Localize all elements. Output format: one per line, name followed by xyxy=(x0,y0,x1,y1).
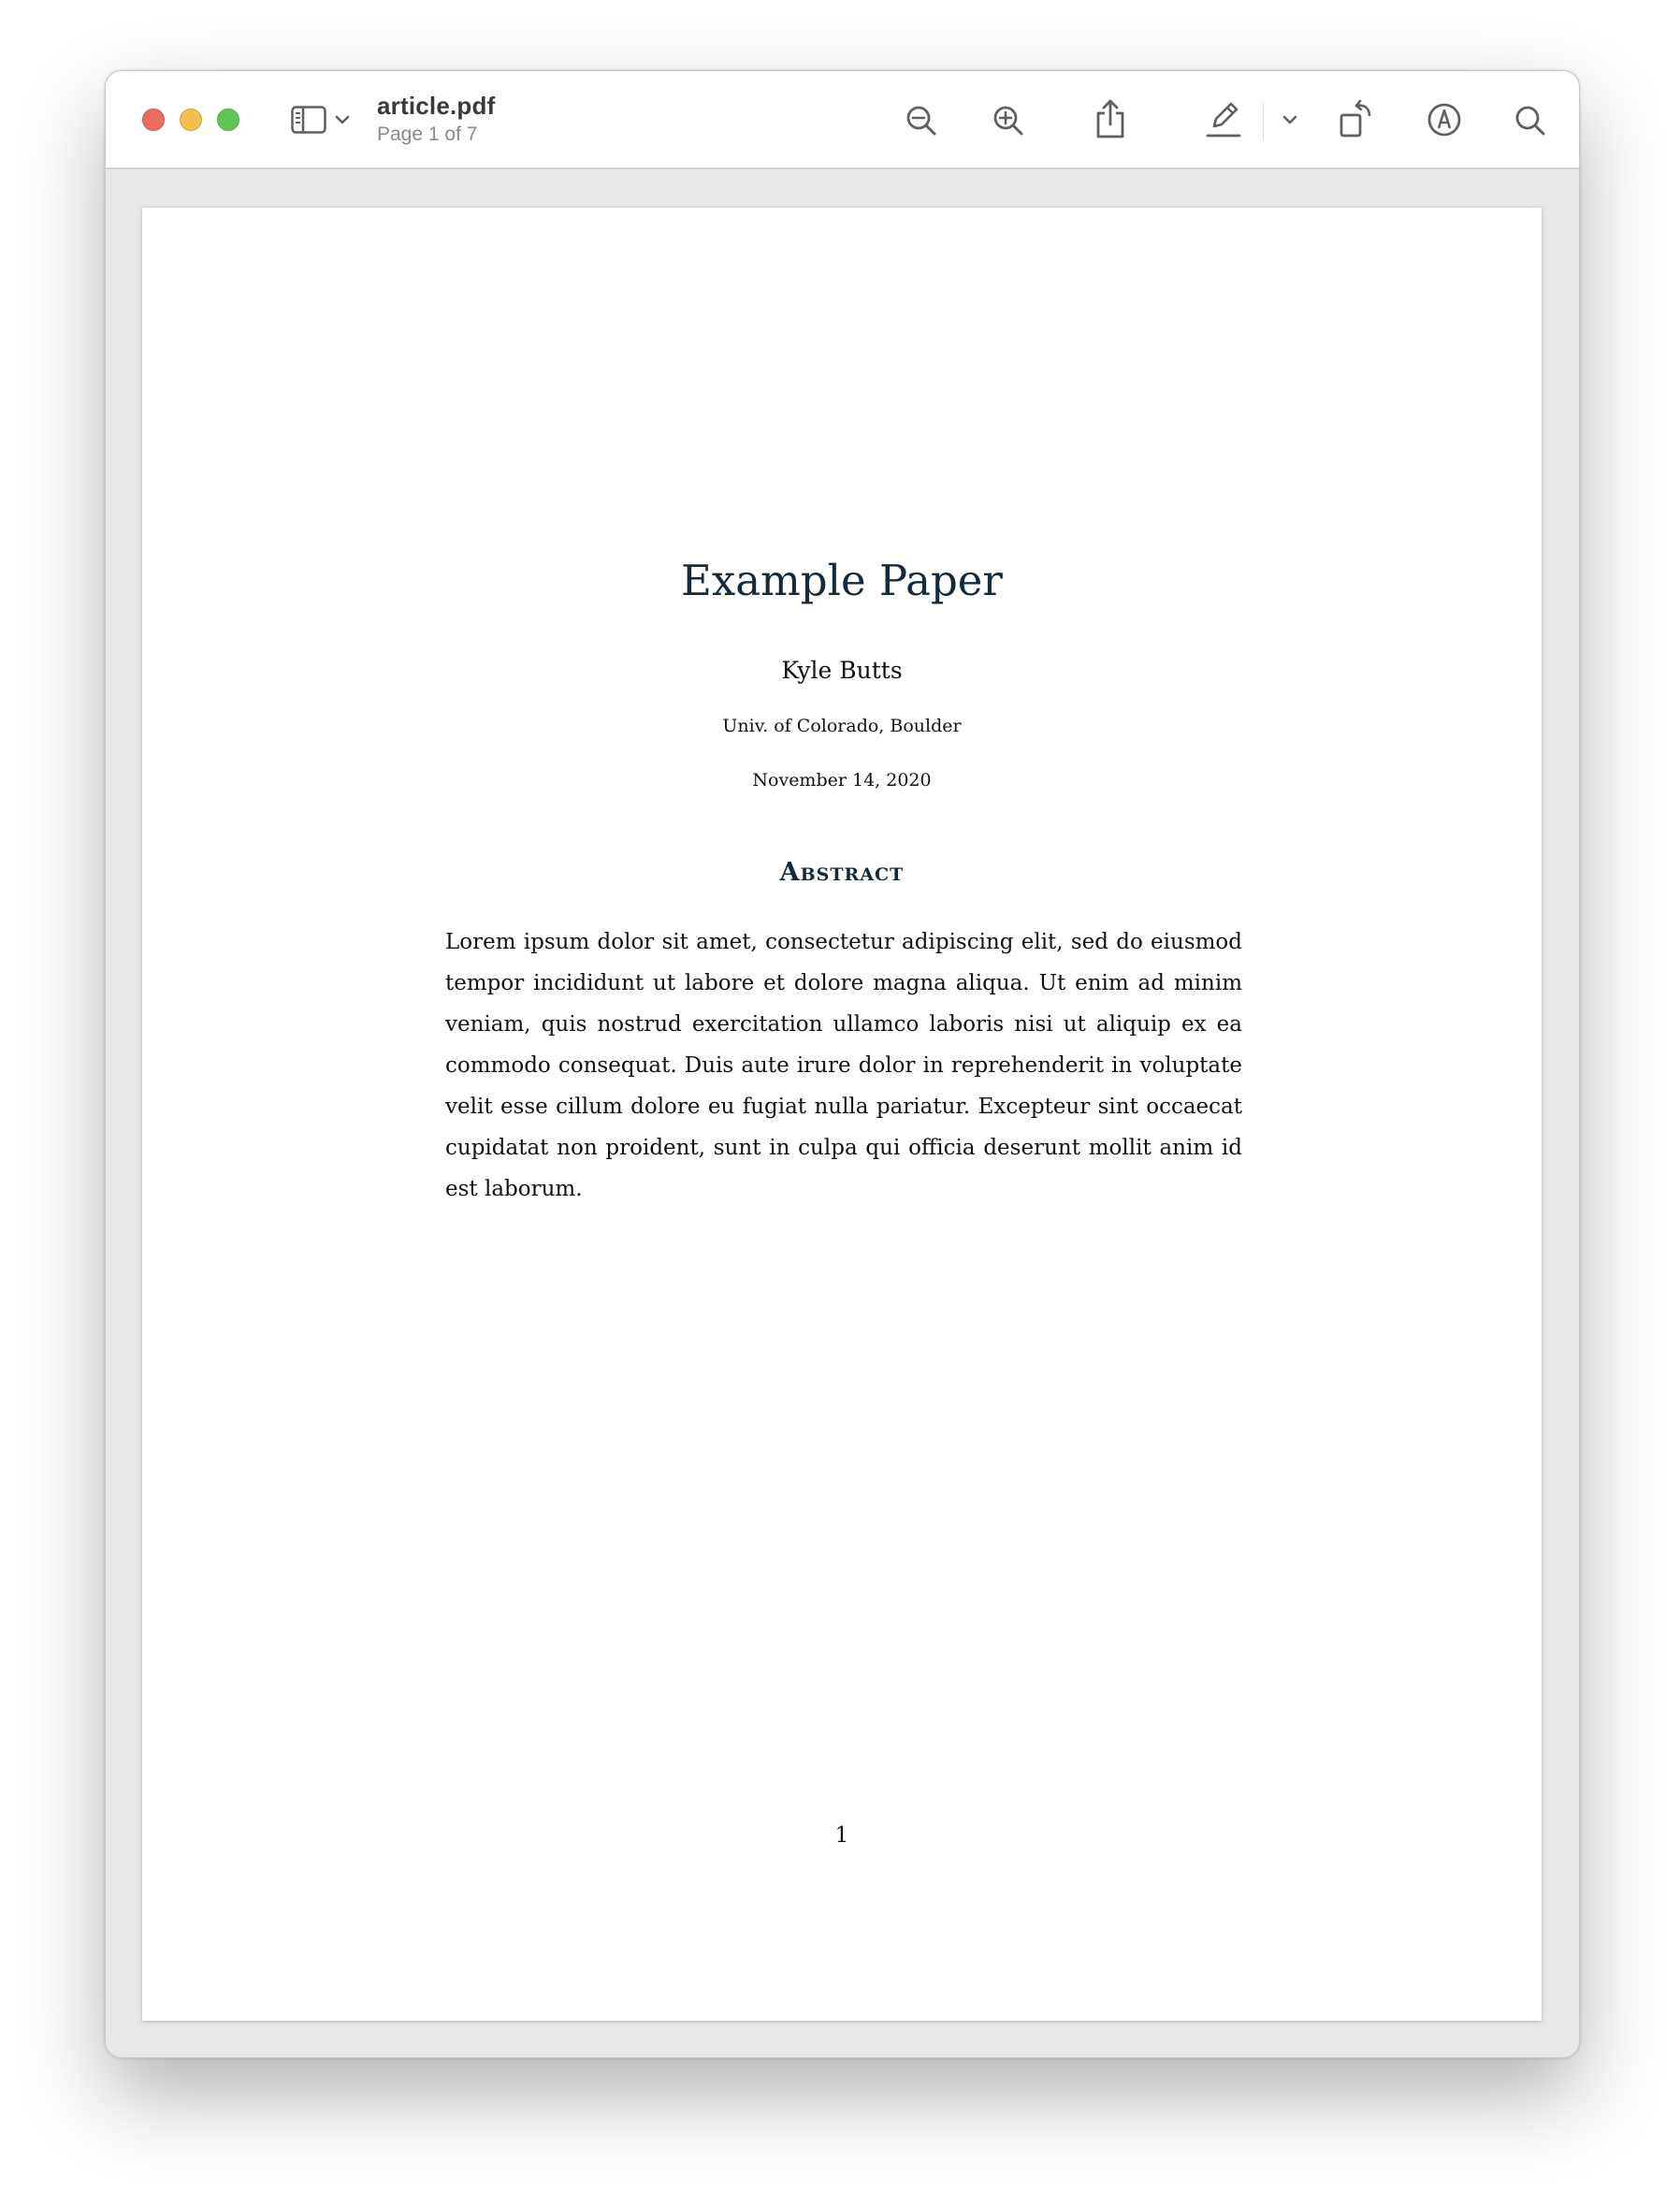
page-indicator: Page 1 of 7 xyxy=(377,123,478,145)
zoom-in-icon[interactable] xyxy=(990,102,1027,139)
abstract-heading: Abstract xyxy=(779,858,905,887)
chevron-down-icon[interactable] xyxy=(333,110,352,129)
sidebar-icon[interactable] xyxy=(290,104,327,136)
zoom-window-button[interactable] xyxy=(217,109,239,131)
close-window-button[interactable] xyxy=(142,109,165,131)
toolbar-separator xyxy=(1263,102,1264,139)
rotate-icon[interactable] xyxy=(1337,97,1378,140)
share-icon[interactable] xyxy=(1092,97,1129,140)
paper-author: Kyle Butts xyxy=(781,657,903,684)
search-icon[interactable] xyxy=(1512,102,1549,139)
zoom-out-icon[interactable] xyxy=(903,102,940,139)
markup-icon[interactable] xyxy=(1425,100,1464,139)
chevron-down-icon[interactable] xyxy=(1281,110,1299,129)
highlight-icon[interactable] xyxy=(1204,97,1243,140)
preview-window xyxy=(105,70,1580,2058)
minimize-window-button[interactable] xyxy=(180,109,202,131)
paper-date: November 14, 2020 xyxy=(752,770,932,791)
page-number: 1 xyxy=(834,1823,849,1848)
pdf-page xyxy=(142,208,1542,2021)
document-title: article.pdf xyxy=(377,92,496,120)
paper-affiliation: Univ. of Colorado, Boulder xyxy=(722,716,962,736)
abstract-text: Lorem ipsum dolor sit amet, consectetur adipiscing elit, sed do eiusmod tempor incididunt ut labore et dolore magna aliqua. Ut enim ad minim veniam, quis nostrud exercitation ullamco laboris nisi ut aliquip ex ea commodo consequat. Duis aute irure dolor in reprehenderit in voluptate velit esse cillum dolore eu fugiat nulla pariatur. Excepteur sint occaecat cupidatat non proident, sunt in culpa qui officia deserunt mollit anim id est laborum. xyxy=(445,930,1242,1201)
window-toolbar xyxy=(106,71,1579,169)
paper-title: Example Paper xyxy=(681,556,1003,605)
